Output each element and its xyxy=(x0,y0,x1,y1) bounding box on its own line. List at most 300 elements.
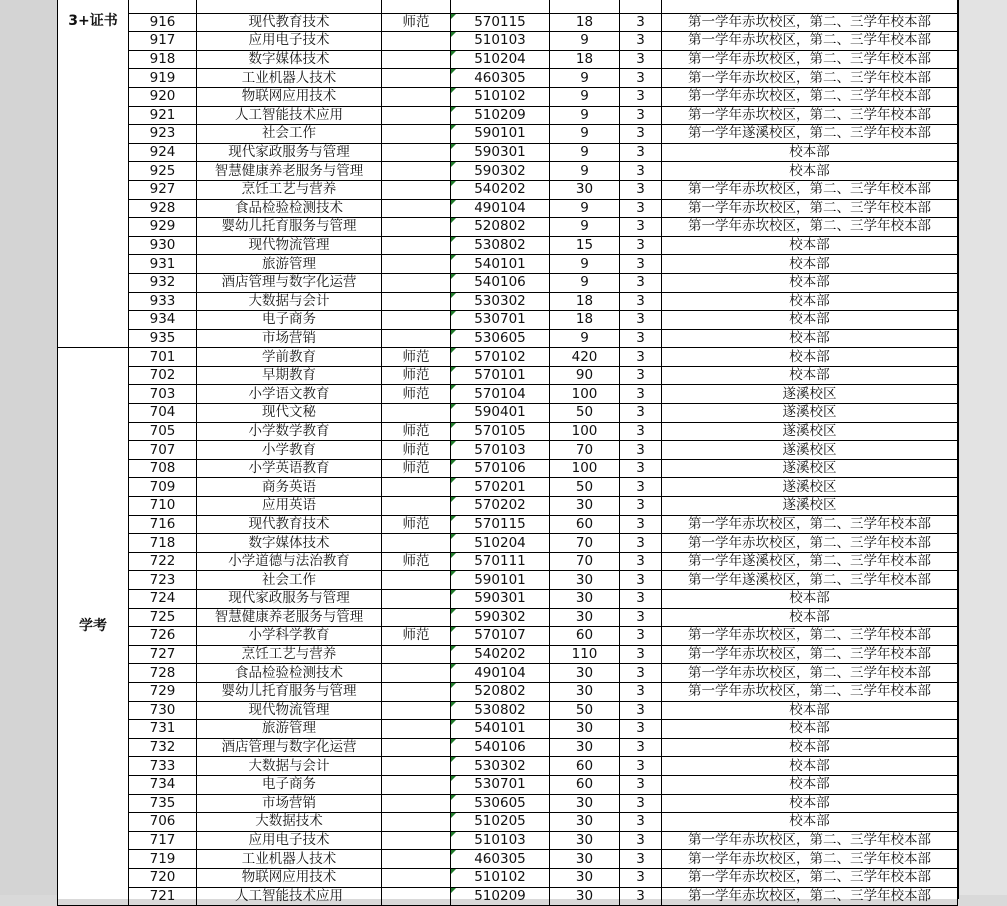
major-name-cell[interactable]: 婴幼儿托育服务与管理 xyxy=(197,682,382,701)
type-note-cell[interactable] xyxy=(382,775,451,794)
program-id-cell[interactable]: 708 xyxy=(129,459,197,478)
program-id-cell[interactable]: 701 xyxy=(129,348,197,367)
plan-count-cell[interactable]: 60 xyxy=(550,627,620,646)
type-note-cell[interactable] xyxy=(382,813,451,832)
duration-cell[interactable]: 3 xyxy=(620,199,662,218)
major-name-cell[interactable]: 智慧健康养老服务与管理 xyxy=(197,162,382,181)
plan-count-cell[interactable]: 18 xyxy=(550,50,620,69)
duration-cell[interactable]: 3 xyxy=(620,608,662,627)
type-note-cell[interactable] xyxy=(382,32,451,51)
major-name-cell[interactable]: 食品检验检测技术 xyxy=(197,664,382,683)
duration-cell[interactable]: 3 xyxy=(620,348,662,367)
duration-cell[interactable]: 3 xyxy=(620,87,662,106)
campus-cell[interactable]: 校本部 xyxy=(662,775,958,794)
type-note-cell[interactable] xyxy=(382,887,451,906)
major-name-cell[interactable]: 现代物流管理 xyxy=(197,701,382,720)
campus-cell[interactable]: 遂溪校区 xyxy=(662,404,958,423)
program-id-cell[interactable]: 925 xyxy=(129,162,197,181)
type-note-cell[interactable] xyxy=(382,590,451,609)
type-note-cell[interactable] xyxy=(382,682,451,701)
duration-cell[interactable]: 3 xyxy=(620,850,662,869)
campus-cell[interactable]: 校本部 xyxy=(662,348,958,367)
type-note-cell[interactable] xyxy=(382,50,451,69)
campus-cell[interactable]: 校本部 xyxy=(662,701,958,720)
duration-cell[interactable]: 3 xyxy=(620,13,662,32)
major-name-cell[interactable]: 大数据与会计 xyxy=(197,757,382,776)
campus-cell[interactable]: 第一学年赤坎校区，第二、三学年校本部 xyxy=(662,13,958,32)
major-name-cell[interactable]: 智慧健康养老服务与管理 xyxy=(197,608,382,627)
program-id-cell[interactable]: 730 xyxy=(129,701,197,720)
program-id-cell[interactable]: 732 xyxy=(129,738,197,757)
type-note-cell[interactable]: 师范 xyxy=(382,459,451,478)
major-code-cell[interactable]: 530302 xyxy=(451,292,550,311)
major-code-cell[interactable]: 570104 xyxy=(451,385,550,404)
major-code-cell[interactable]: 590101 xyxy=(451,125,550,144)
duration-cell[interactable]: 3 xyxy=(620,831,662,850)
plan-count-cell[interactable]: 60 xyxy=(550,757,620,776)
duration-cell[interactable]: 3 xyxy=(620,422,662,441)
program-id-cell[interactable]: 929 xyxy=(129,218,197,237)
major-name-cell[interactable]: 市场营销 xyxy=(197,329,382,348)
plan-count-cell[interactable]: 9 xyxy=(550,125,620,144)
type-note-cell[interactable] xyxy=(382,850,451,869)
program-id-cell[interactable]: 928 xyxy=(129,199,197,218)
program-id-cell[interactable]: 707 xyxy=(129,441,197,460)
program-id-cell[interactable]: 723 xyxy=(129,571,197,590)
major-name-cell[interactable]: 酒店管理与数字化运营 xyxy=(197,738,382,757)
major-name-cell[interactable]: 现代家政服务与管理 xyxy=(197,590,382,609)
major-code-cell[interactable]: 590401 xyxy=(451,404,550,423)
campus-cell[interactable]: 校本部 xyxy=(662,273,958,292)
duration-cell[interactable]: 3 xyxy=(620,497,662,516)
duration-cell[interactable]: 3 xyxy=(620,50,662,69)
major-name-cell[interactable]: 工业机器人技术 xyxy=(197,850,382,869)
plan-count-cell[interactable]: 100 xyxy=(550,459,620,478)
type-note-cell[interactable]: 师范 xyxy=(382,627,451,646)
duration-cell[interactable]: 3 xyxy=(620,720,662,739)
program-id-cell[interactable]: 703 xyxy=(129,385,197,404)
type-note-cell[interactable]: 师范 xyxy=(382,13,451,32)
duration-cell[interactable]: 3 xyxy=(620,180,662,199)
type-note-cell[interactable] xyxy=(382,87,451,106)
major-code-cell[interactable]: 540101 xyxy=(451,255,550,274)
duration-cell[interactable]: 3 xyxy=(620,515,662,534)
campus-cell[interactable]: 第一学年赤坎校区，第二、三学年校本部 xyxy=(662,180,958,199)
plan-count-cell[interactable]: 100 xyxy=(550,422,620,441)
program-id-cell[interactable]: 733 xyxy=(129,757,197,776)
program-id-cell[interactable]: 735 xyxy=(129,794,197,813)
campus-cell[interactable]: 遂溪校区 xyxy=(662,478,958,497)
campus-cell[interactable]: 校本部 xyxy=(662,366,958,385)
type-note-cell[interactable] xyxy=(382,497,451,516)
type-note-cell[interactable] xyxy=(382,757,451,776)
program-id-cell[interactable]: 932 xyxy=(129,273,197,292)
major-code-cell[interactable]: 510204 xyxy=(451,50,550,69)
type-note-cell[interactable] xyxy=(382,0,451,13)
type-note-cell[interactable] xyxy=(382,478,451,497)
program-id-cell[interactable]: 705 xyxy=(129,422,197,441)
plan-count-cell[interactable]: 9 xyxy=(550,329,620,348)
plan-count-cell[interactable]: 70 xyxy=(550,534,620,553)
major-code-cell[interactable]: 510102 xyxy=(451,87,550,106)
type-note-cell[interactable]: 师范 xyxy=(382,552,451,571)
major-name-cell[interactable]: 应用电子技术 xyxy=(197,32,382,51)
plan-count-cell[interactable]: 9 xyxy=(550,32,620,51)
category-cell[interactable] xyxy=(58,0,129,348)
major-code-cell[interactable]: 540106 xyxy=(451,273,550,292)
type-note-cell[interactable] xyxy=(382,608,451,627)
duration-cell[interactable]: 3 xyxy=(620,273,662,292)
campus-cell[interactable]: 校本部 xyxy=(662,757,958,776)
major-name-cell[interactable] xyxy=(197,0,382,13)
duration-cell[interactable]: 3 xyxy=(620,590,662,609)
campus-cell[interactable]: 第一学年赤坎校区，第二、三学年校本部 xyxy=(662,69,958,88)
major-name-cell[interactable]: 应用电子技术 xyxy=(197,831,382,850)
major-name-cell[interactable]: 现代文秘 xyxy=(197,404,382,423)
major-code-cell[interactable]: 540202 xyxy=(451,645,550,664)
program-id-cell[interactable]: 717 xyxy=(129,831,197,850)
major-code-cell[interactable]: 530802 xyxy=(451,701,550,720)
plan-count-cell[interactable]: 9 xyxy=(550,218,620,237)
major-name-cell[interactable]: 小学道德与法治教育 xyxy=(197,552,382,571)
campus-cell[interactable]: 第一学年赤坎校区，第二、三学年校本部 xyxy=(662,868,958,887)
program-id-cell[interactable]: 720 xyxy=(129,868,197,887)
duration-cell[interactable]: 3 xyxy=(620,627,662,646)
major-code-cell[interactable]: 530802 xyxy=(451,236,550,255)
duration-cell[interactable]: 3 xyxy=(620,775,662,794)
campus-cell[interactable]: 校本部 xyxy=(662,311,958,330)
type-note-cell[interactable] xyxy=(382,69,451,88)
major-code-cell[interactable]: 590302 xyxy=(451,608,550,627)
plan-count-cell[interactable]: 9 xyxy=(550,69,620,88)
major-code-cell[interactable]: 490104 xyxy=(451,664,550,683)
major-name-cell[interactable]: 应用英语 xyxy=(197,497,382,516)
major-name-cell[interactable]: 婴幼儿托育服务与管理 xyxy=(197,218,382,237)
campus-cell[interactable]: 第一学年赤坎校区，第二、三学年校本部 xyxy=(662,887,958,906)
program-id-cell[interactable]: 706 xyxy=(129,813,197,832)
type-note-cell[interactable] xyxy=(382,720,451,739)
plan-count-cell[interactable]: 18 xyxy=(550,292,620,311)
campus-cell[interactable]: 第一学年赤坎校区，第二、三学年校本部 xyxy=(662,199,958,218)
major-code-cell[interactable]: 510204 xyxy=(451,534,550,553)
major-code-cell[interactable]: 540202 xyxy=(451,180,550,199)
major-name-cell[interactable]: 小学数学教育 xyxy=(197,422,382,441)
type-note-cell[interactable] xyxy=(382,794,451,813)
duration-cell[interactable]: 3 xyxy=(620,887,662,906)
type-note-cell[interactable] xyxy=(382,868,451,887)
type-note-cell[interactable] xyxy=(382,255,451,274)
program-id-cell[interactable]: 935 xyxy=(129,329,197,348)
major-code-cell[interactable]: 590301 xyxy=(451,590,550,609)
program-id-cell[interactable]: 930 xyxy=(129,236,197,255)
plan-count-cell[interactable]: 9 xyxy=(550,106,620,125)
major-name-cell[interactable]: 数字媒体技术 xyxy=(197,50,382,69)
major-code-cell[interactable]: 570201 xyxy=(451,478,550,497)
campus-cell[interactable]: 校本部 xyxy=(662,236,958,255)
program-id-cell[interactable]: 920 xyxy=(129,87,197,106)
type-note-cell[interactable]: 师范 xyxy=(382,348,451,367)
campus-cell[interactable]: 第一学年赤坎校区，第二、三学年校本部 xyxy=(662,515,958,534)
duration-cell[interactable]: 3 xyxy=(620,162,662,181)
duration-cell[interactable]: 3 xyxy=(620,236,662,255)
duration-cell[interactable]: 3 xyxy=(620,571,662,590)
type-note-cell[interactable] xyxy=(382,534,451,553)
type-note-cell[interactable] xyxy=(382,738,451,757)
major-code-cell[interactable]: 510209 xyxy=(451,106,550,125)
duration-cell[interactable]: 3 xyxy=(620,385,662,404)
campus-cell[interactable]: 遂溪校区 xyxy=(662,459,958,478)
duration-cell[interactable]: 3 xyxy=(620,552,662,571)
campus-cell[interactable]: 第一学年赤坎校区，第二、三学年校本部 xyxy=(662,32,958,51)
major-code-cell[interactable]: 520802 xyxy=(451,682,550,701)
major-code-cell[interactable]: 530605 xyxy=(451,329,550,348)
campus-cell[interactable]: 遂溪校区 xyxy=(662,497,958,516)
major-code-cell[interactable]: 490104 xyxy=(451,199,550,218)
plan-count-cell[interactable]: 30 xyxy=(550,664,620,683)
campus-cell[interactable]: 第一学年赤坎校区，第二、三学年校本部 xyxy=(662,87,958,106)
plan-count-cell[interactable]: 100 xyxy=(550,385,620,404)
program-id-cell[interactable]: 719 xyxy=(129,850,197,869)
campus-cell[interactable]: 校本部 xyxy=(662,608,958,627)
campus-cell[interactable]: 第一学年遂溪校区，第二、三学年校本部 xyxy=(662,125,958,144)
type-note-cell[interactable] xyxy=(382,329,451,348)
major-name-cell[interactable]: 小学语文教育 xyxy=(197,385,382,404)
program-id-cell[interactable]: 728 xyxy=(129,664,197,683)
major-code-cell[interactable]: 520802 xyxy=(451,218,550,237)
major-code-cell[interactable]: 510103 xyxy=(451,32,550,51)
major-name-cell[interactable]: 现代家政服务与管理 xyxy=(197,143,382,162)
major-name-cell[interactable]: 现代教育技术 xyxy=(197,13,382,32)
type-note-cell[interactable] xyxy=(382,180,451,199)
program-id-cell[interactable]: 917 xyxy=(129,32,197,51)
type-note-cell[interactable] xyxy=(382,162,451,181)
major-name-cell[interactable]: 烹饪工艺与营养 xyxy=(197,645,382,664)
major-code-cell[interactable]: 570101 xyxy=(451,366,550,385)
plan-count-cell[interactable]: 30 xyxy=(550,868,620,887)
major-name-cell[interactable]: 商务英语 xyxy=(197,478,382,497)
duration-cell[interactable]: 3 xyxy=(620,794,662,813)
major-code-cell[interactable]: 570115 xyxy=(451,515,550,534)
program-id-cell[interactable]: 721 xyxy=(129,887,197,906)
program-id-cell[interactable]: 716 xyxy=(129,515,197,534)
duration-cell[interactable]: 3 xyxy=(620,32,662,51)
major-name-cell[interactable]: 物联网应用技术 xyxy=(197,868,382,887)
major-code-cell[interactable]: 590301 xyxy=(451,143,550,162)
plan-count-cell[interactable]: 9 xyxy=(550,199,620,218)
type-note-cell[interactable] xyxy=(382,143,451,162)
duration-cell[interactable] xyxy=(620,0,662,13)
campus-cell[interactable]: 遂溪校区 xyxy=(662,441,958,460)
duration-cell[interactable]: 3 xyxy=(620,757,662,776)
major-name-cell[interactable]: 烹饪工艺与营养 xyxy=(197,180,382,199)
duration-cell[interactable]: 3 xyxy=(620,106,662,125)
major-name-cell[interactable]: 小学英语教育 xyxy=(197,459,382,478)
program-id-cell[interactable]: 702 xyxy=(129,366,197,385)
major-code-cell[interactable]: 530701 xyxy=(451,775,550,794)
major-name-cell[interactable]: 工业机器人技术 xyxy=(197,69,382,88)
campus-cell[interactable]: 第一学年赤坎校区，第二、三学年校本部 xyxy=(662,218,958,237)
program-id-cell[interactable]: 919 xyxy=(129,69,197,88)
campus-cell[interactable]: 校本部 xyxy=(662,329,958,348)
type-note-cell[interactable] xyxy=(382,311,451,330)
duration-cell[interactable]: 3 xyxy=(620,311,662,330)
major-code-cell[interactable]: 590302 xyxy=(451,162,550,181)
campus-cell[interactable]: 校本部 xyxy=(662,590,958,609)
campus-cell[interactable]: 校本部 xyxy=(662,813,958,832)
major-code-cell[interactable]: 540106 xyxy=(451,738,550,757)
type-note-cell[interactable]: 师范 xyxy=(382,515,451,534)
program-id-cell[interactable]: 710 xyxy=(129,497,197,516)
plan-count-cell[interactable]: 70 xyxy=(550,441,620,460)
duration-cell[interactable]: 3 xyxy=(620,143,662,162)
major-code-cell[interactable]: 510103 xyxy=(451,831,550,850)
major-name-cell[interactable]: 大数据与会计 xyxy=(197,292,382,311)
plan-count-cell[interactable]: 9 xyxy=(550,273,620,292)
plan-count-cell[interactable]: 30 xyxy=(550,608,620,627)
type-note-cell[interactable] xyxy=(382,831,451,850)
major-code-cell[interactable]: 530701 xyxy=(451,311,550,330)
category-cell[interactable] xyxy=(58,348,129,906)
program-id-cell[interactable]: 924 xyxy=(129,143,197,162)
plan-count-cell[interactable]: 50 xyxy=(550,404,620,423)
type-note-cell[interactable] xyxy=(382,701,451,720)
duration-cell[interactable]: 3 xyxy=(620,292,662,311)
program-id-cell[interactable]: 916 xyxy=(129,13,197,32)
plan-count-cell[interactable]: 30 xyxy=(550,813,620,832)
major-name-cell[interactable]: 社会工作 xyxy=(197,125,382,144)
campus-cell[interactable]: 校本部 xyxy=(662,143,958,162)
major-code-cell[interactable]: 570115 xyxy=(451,13,550,32)
duration-cell[interactable]: 3 xyxy=(620,404,662,423)
duration-cell[interactable]: 3 xyxy=(620,813,662,832)
duration-cell[interactable]: 3 xyxy=(620,664,662,683)
campus-cell[interactable]: 校本部 xyxy=(662,738,958,757)
duration-cell[interactable]: 3 xyxy=(620,738,662,757)
campus-cell[interactable]: 第一学年赤坎校区，第二、三学年校本部 xyxy=(662,106,958,125)
plan-count-cell[interactable]: 50 xyxy=(550,701,620,720)
campus-cell[interactable]: 第一学年遂溪校区，第二、三学年校本部 xyxy=(662,571,958,590)
plan-count-cell[interactable]: 30 xyxy=(550,590,620,609)
plan-count-cell[interactable]: 110 xyxy=(550,645,620,664)
duration-cell[interactable]: 3 xyxy=(620,255,662,274)
major-code-cell[interactable]: 460305 xyxy=(451,69,550,88)
major-code-cell[interactable]: 590101 xyxy=(451,571,550,590)
program-id-cell[interactable]: 709 xyxy=(129,478,197,497)
duration-cell[interactable]: 3 xyxy=(620,366,662,385)
plan-count-cell[interactable]: 18 xyxy=(550,13,620,32)
major-name-cell[interactable]: 旅游管理 xyxy=(197,255,382,274)
major-code-cell[interactable]: 570105 xyxy=(451,422,550,441)
program-id-cell[interactable]: 923 xyxy=(129,125,197,144)
duration-cell[interactable]: 3 xyxy=(620,682,662,701)
duration-cell[interactable]: 3 xyxy=(620,645,662,664)
campus-cell[interactable]: 遂溪校区 xyxy=(662,385,958,404)
plan-count-cell[interactable]: 420 xyxy=(550,348,620,367)
major-name-cell[interactable]: 人工智能技术应用 xyxy=(197,887,382,906)
type-note-cell[interactable] xyxy=(382,645,451,664)
plan-count-cell[interactable]: 9 xyxy=(550,255,620,274)
program-id-cell[interactable]: 724 xyxy=(129,590,197,609)
duration-cell[interactable]: 3 xyxy=(620,125,662,144)
program-id-cell[interactable]: 927 xyxy=(129,180,197,199)
plan-count-cell[interactable]: 70 xyxy=(550,552,620,571)
program-id-cell[interactable]: 734 xyxy=(129,775,197,794)
program-id-cell[interactable]: 722 xyxy=(129,552,197,571)
plan-count-cell[interactable]: 30 xyxy=(550,794,620,813)
major-code-cell[interactable]: 570106 xyxy=(451,459,550,478)
type-note-cell[interactable]: 师范 xyxy=(382,385,451,404)
program-id-cell[interactable]: 726 xyxy=(129,627,197,646)
plan-count-cell[interactable]: 30 xyxy=(550,738,620,757)
major-name-cell[interactable]: 社会工作 xyxy=(197,571,382,590)
plan-count-cell[interactable]: 60 xyxy=(550,515,620,534)
plan-count-cell[interactable]: 60 xyxy=(550,775,620,794)
major-name-cell[interactable]: 电子商务 xyxy=(197,311,382,330)
campus-cell[interactable]: 第一学年遂溪校区，第二、三学年校本部 xyxy=(662,552,958,571)
major-code-cell[interactable]: 510209 xyxy=(451,887,550,906)
program-id-cell[interactable]: 931 xyxy=(129,255,197,274)
major-name-cell[interactable]: 酒店管理与数字化运营 xyxy=(197,273,382,292)
campus-cell[interactable]: 校本部 xyxy=(662,720,958,739)
campus-cell[interactable]: 第一学年赤坎校区，第二、三学年校本部 xyxy=(662,534,958,553)
plan-count-cell[interactable]: 30 xyxy=(550,887,620,906)
major-name-cell[interactable]: 旅游管理 xyxy=(197,720,382,739)
plan-count-cell[interactable] xyxy=(550,0,620,13)
plan-count-cell[interactable]: 18 xyxy=(550,311,620,330)
program-id-cell[interactable]: 725 xyxy=(129,608,197,627)
duration-cell[interactable]: 3 xyxy=(620,701,662,720)
plan-count-cell[interactable]: 90 xyxy=(550,366,620,385)
major-name-cell[interactable]: 现代教育技术 xyxy=(197,515,382,534)
program-id-cell[interactable]: 729 xyxy=(129,682,197,701)
program-id-cell[interactable]: 718 xyxy=(129,534,197,553)
major-code-cell[interactable]: 530605 xyxy=(451,794,550,813)
campus-cell[interactable]: 校本部 xyxy=(662,794,958,813)
program-id-cell[interactable]: 727 xyxy=(129,645,197,664)
major-code-cell[interactable] xyxy=(451,0,550,13)
type-note-cell[interactable] xyxy=(382,125,451,144)
type-note-cell[interactable] xyxy=(382,664,451,683)
major-name-cell[interactable]: 数字媒体技术 xyxy=(197,534,382,553)
plan-count-cell[interactable]: 15 xyxy=(550,236,620,255)
duration-cell[interactable]: 3 xyxy=(620,478,662,497)
type-note-cell[interactable]: 师范 xyxy=(382,422,451,441)
major-name-cell[interactable]: 小学科学教育 xyxy=(197,627,382,646)
duration-cell[interactable]: 3 xyxy=(620,868,662,887)
type-note-cell[interactable]: 师范 xyxy=(382,441,451,460)
type-note-cell[interactable]: 师范 xyxy=(382,366,451,385)
campus-cell[interactable]: 第一学年赤坎校区，第二、三学年校本部 xyxy=(662,850,958,869)
major-code-cell[interactable]: 530302 xyxy=(451,757,550,776)
major-code-cell[interactable]: 460305 xyxy=(451,850,550,869)
plan-count-cell[interactable]: 9 xyxy=(550,87,620,106)
type-note-cell[interactable] xyxy=(382,199,451,218)
major-code-cell[interactable]: 540101 xyxy=(451,720,550,739)
program-id-cell[interactable]: 918 xyxy=(129,50,197,69)
campus-cell[interactable]: 遂溪校区 xyxy=(662,422,958,441)
program-id-cell[interactable]: 921 xyxy=(129,106,197,125)
campus-cell[interactable]: 校本部 xyxy=(662,255,958,274)
major-name-cell[interactable]: 电子商务 xyxy=(197,775,382,794)
duration-cell[interactable]: 3 xyxy=(620,69,662,88)
campus-cell[interactable]: 校本部 xyxy=(662,162,958,181)
plan-count-cell[interactable]: 30 xyxy=(550,180,620,199)
duration-cell[interactable]: 3 xyxy=(620,534,662,553)
campus-cell[interactable]: 校本部 xyxy=(662,292,958,311)
plan-count-cell[interactable]: 30 xyxy=(550,682,620,701)
major-code-cell[interactable]: 570102 xyxy=(451,348,550,367)
major-name-cell[interactable]: 大数据技术 xyxy=(197,813,382,832)
